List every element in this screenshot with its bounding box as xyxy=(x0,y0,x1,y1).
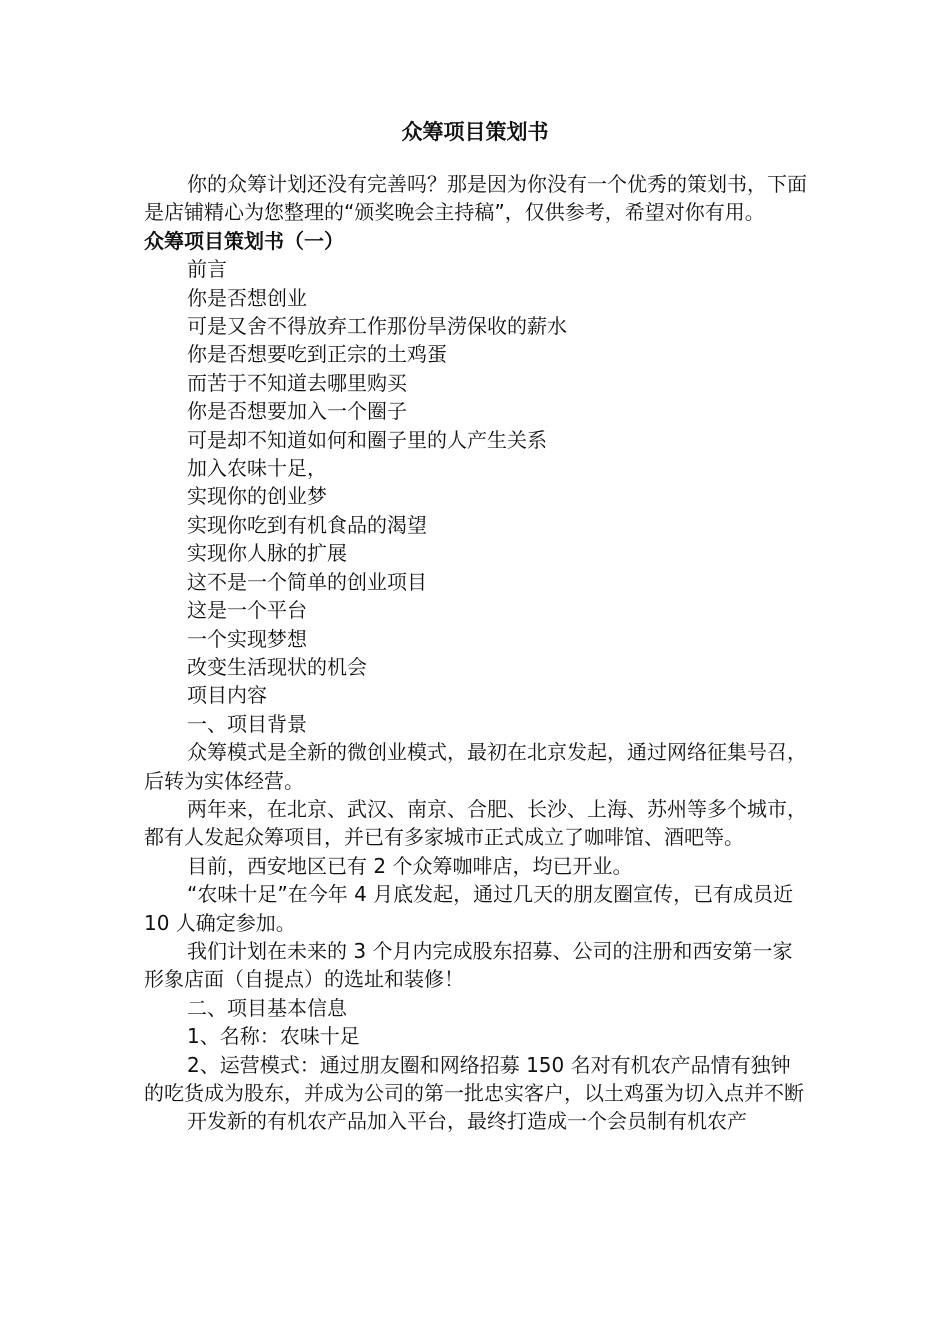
paragraph-name: 1、名称：农味十足 xyxy=(187,1024,360,1049)
paragraph: 目前，西安地区已有 2 个众筹咖啡店，均已开业。 xyxy=(187,853,633,878)
line: 而苦于不知道去哪里购买 xyxy=(187,370,407,395)
line: 实现你的创业梦 xyxy=(187,484,327,509)
intro-paragraph: 你的众筹计划还没有完善吗？那是因为你没有一个优秀的策划书，下面是店铺精心为您整理的“颁奖晚会主持稿”，仅供参考，希望对你有用。 xyxy=(144,172,807,225)
document-body xyxy=(144,170,809,1136)
line: 实现你吃到有机食品的渴望 xyxy=(187,512,427,537)
line: 你是否想要吃到正宗的土鸡蛋 xyxy=(187,342,447,367)
line: 一个实现梦想 xyxy=(187,626,307,651)
document-title: 众筹项目策划书 xyxy=(401,120,549,144)
line-project-background: 一、项目背景 xyxy=(187,711,307,736)
line: 这不是一个简单的创业项目 xyxy=(187,569,427,594)
line: 你是否想要加入一个圈子 xyxy=(187,399,407,424)
line: 你是否想创业 xyxy=(187,285,307,310)
section-heading: 众筹项目策划书（一） xyxy=(144,228,344,253)
paragraph: “农味十足”在今年 4 月底发起，通过几天的朋友圈宣传，已有成员近 10 人确定参加。 xyxy=(144,882,794,935)
line: 加入农味十足， xyxy=(187,456,327,481)
paragraph: 两年来，在北京、武汉、南京、合肥、长沙、上海、苏州等多个城市，都有人发起众筹项目，并已有多家城市正式成立了咖啡馆、酒吧等。 xyxy=(144,796,807,850)
paragraph: 众筹模式是全新的微创业模式，最初在北京发起，通过网络征集号召，后转为实体经营。 xyxy=(144,740,807,793)
line: 改变生活现状的机会 xyxy=(187,654,367,679)
paragraph-operation-mode: 2、运营模式：通过朋友圈和网络招募 150 名对有机农产品情有独钟的吃货成为股东，并成为公司的第一批忠实客户，以土鸡蛋为切入点并不断 xyxy=(144,1052,804,1105)
line: 可是又舍不得放弃工作那份旱涝保收的薪水 xyxy=(187,314,567,339)
paragraph: 开发新的有机农产品加入平台，最终打造成一个会员制有机农产 xyxy=(187,1109,747,1134)
line-preface: 前言 xyxy=(187,257,227,282)
line-project-content: 项目内容 xyxy=(187,683,267,708)
line: 这是一个平台 xyxy=(187,598,307,623)
paragraph: 我们计划在未来的 3 个月内完成股东招募、公司的注册和西安第一家形象店面（自提点）的选址和装修！ xyxy=(144,938,793,992)
line: 实现你人脉的扩展 xyxy=(187,541,347,566)
line: 可是却不知道如何和圈子里的人产生关系 xyxy=(187,427,547,452)
paragraph-heading-basic-info: 二、项目基本信息 xyxy=(187,995,347,1020)
